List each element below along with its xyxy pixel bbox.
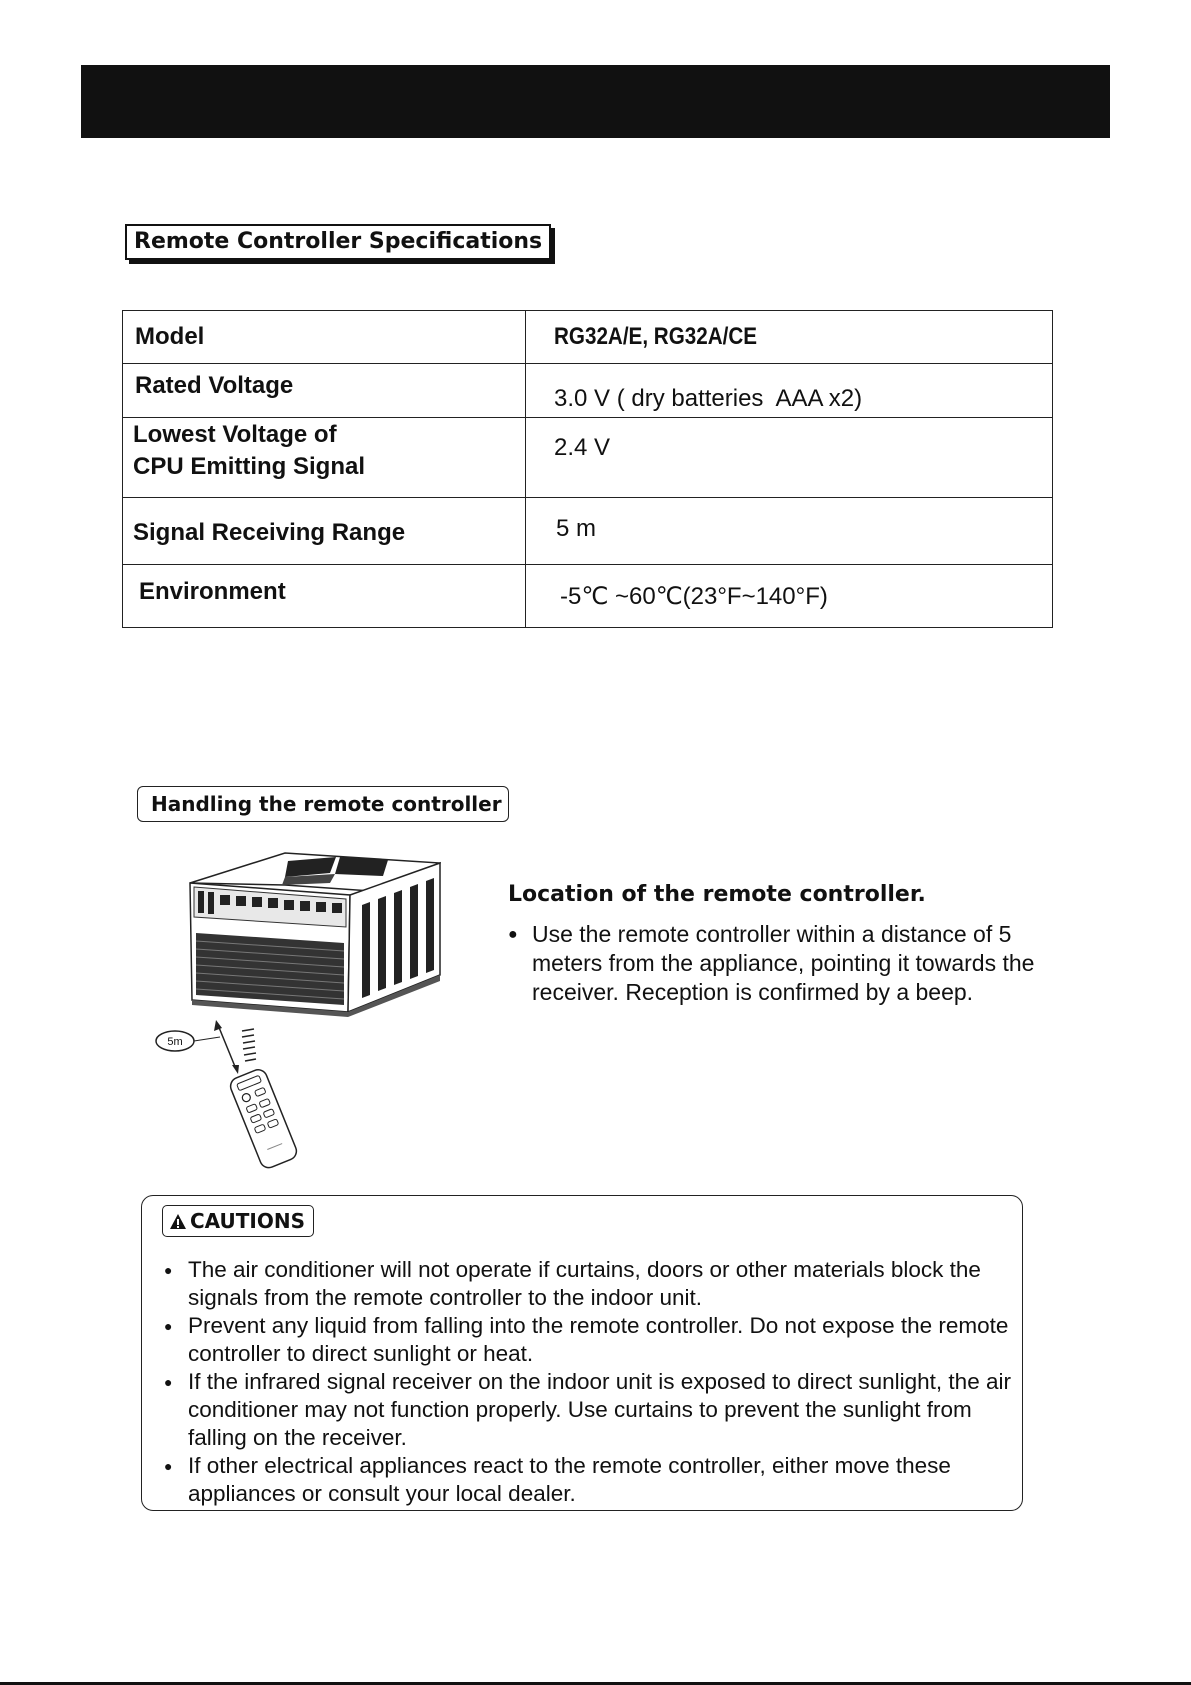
list-item bbox=[508, 920, 1068, 1007]
caution-text: If other electrical appliances react to the remote controller, either move these appliances or consult your local dealer. bbox=[188, 1453, 951, 1506]
bullet-icon: ● bbox=[164, 1318, 173, 1334]
spec-label bbox=[123, 418, 526, 498]
list-item bbox=[164, 1312, 1014, 1368]
spec-label: Signal Receiving Range bbox=[123, 498, 526, 565]
spec-label: Environment bbox=[123, 565, 526, 628]
spec-section-heading: Remote Controller Specifications bbox=[125, 224, 551, 260]
cautions-list bbox=[164, 1256, 1014, 1508]
spec-value bbox=[526, 311, 1053, 364]
spec-value: -5℃ ~60℃(23°F~140°F) bbox=[526, 565, 1053, 628]
spec-row-model bbox=[123, 311, 1053, 364]
cautions-title: CAUTIONS bbox=[190, 1209, 306, 1233]
spec-row-environment bbox=[123, 565, 1053, 628]
air-conditioner-illustration bbox=[140, 845, 480, 1175]
spec-table bbox=[122, 310, 1053, 628]
spec-label-line: CPU Emitting Signal bbox=[133, 453, 366, 480]
bullet-icon: ● bbox=[164, 1458, 173, 1474]
spec-row-lowest-voltage bbox=[123, 418, 1053, 498]
caution-text: Prevent any liquid from falling into the remote controller. Do not expose the remote controller to direct sunlight or heat. bbox=[188, 1313, 1009, 1366]
bullet-icon: ● bbox=[164, 1262, 173, 1278]
warning-triangle-icon bbox=[169, 1213, 187, 1230]
location-text bbox=[508, 920, 1068, 1007]
bullet-icon: ● bbox=[508, 926, 518, 943]
spec-label: Model bbox=[123, 311, 526, 364]
list-item bbox=[164, 1452, 1014, 1508]
cautions-box bbox=[141, 1195, 1023, 1511]
spec-value: 5 m bbox=[526, 498, 1053, 565]
caution-text: If the infrared signal receiver on the indoor unit is exposed to direct sunlight, the air conditioner may not function properly. Use curtains to prevent the sunlight from falling on the receiver. bbox=[188, 1369, 1011, 1450]
spec-row-rated-voltage bbox=[123, 364, 1053, 418]
spec-value: 2.4 V bbox=[526, 418, 1053, 498]
caution-text: The air conditioner will not operate if curtains, doors or other materials block the signals from the remote controller to the indoor unit. bbox=[188, 1257, 981, 1310]
model-value: RG32A/E, RG32A/CE bbox=[554, 323, 758, 350]
location-title: Location of the remote controller. bbox=[508, 882, 926, 907]
spec-value: 3.0 V ( dry batteries AAA x2) bbox=[526, 364, 1053, 418]
spec-label-line: Lowest Voltage of bbox=[133, 421, 337, 448]
header-bar bbox=[81, 65, 1110, 138]
cautions-heading bbox=[162, 1205, 314, 1237]
list-item bbox=[164, 1368, 1014, 1452]
location-description: Use the remote controller within a distance of 5 meters from the appliance, pointing it towards the receiver. Reception is confirmed by a beep. bbox=[532, 921, 1035, 1005]
remote-range-diagram bbox=[140, 845, 480, 1175]
list-item bbox=[164, 1256, 1014, 1312]
distance-label: 5m bbox=[167, 1036, 183, 1048]
handling-section-heading: Handling the remote controller bbox=[137, 786, 509, 822]
spec-row-range bbox=[123, 498, 1053, 565]
remote-controller-icon bbox=[228, 1067, 299, 1170]
bullet-icon: ● bbox=[164, 1374, 173, 1390]
spec-label: Rated Voltage bbox=[123, 364, 526, 418]
